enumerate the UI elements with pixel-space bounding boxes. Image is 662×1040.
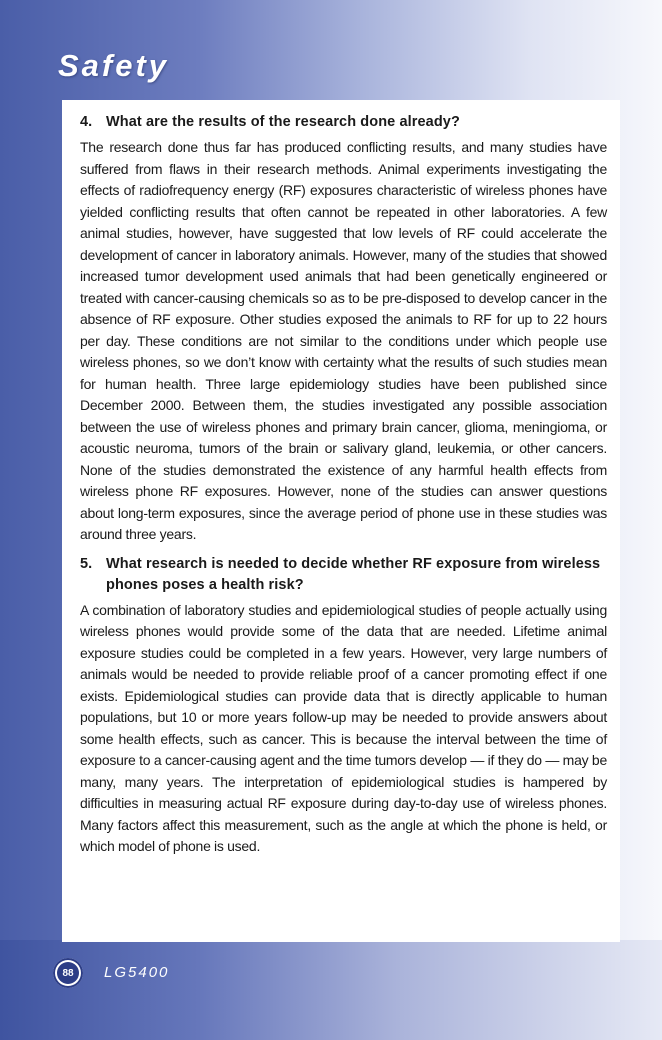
footer-band bbox=[0, 940, 662, 1040]
model-name: LG5400 bbox=[104, 964, 170, 981]
question-4-title: What are the results of the research done already? bbox=[106, 114, 460, 130]
answer-5-paragraph: A combination of laboratory studies and epidemiological studies of people actually using wireless phones would provide some of the data that are needed. Lifetime animal exposure studies could be completed in a few years. However, very large numbers of animals would be needed to provide reliable proof of a cancer promoting effect if one exists. Epidemiological studies can provide data that is directly applicable to human populations, but 10 or more years follow-up may be needed to provide answers about some health effects, such as cancer. This is because the interval between the time of exposure to a cancer-causing agent and the time tumors develop — if they do — may be many, many years. The interpretation of epidemiological studies is hampered by difficulties in measuring actual RF exposure during day-to-day use of wireless phones. Many factors affect this measurement, such as the angle at which the phone is held, or which model of phone is used. bbox=[80, 601, 607, 854]
page-number-badge bbox=[53, 958, 83, 988]
question-4-number: 4. bbox=[80, 114, 93, 130]
question-5-heading bbox=[80, 554, 607, 596]
question-5-number: 5. bbox=[80, 555, 93, 572]
page-number: 88 bbox=[57, 962, 79, 984]
content-panel bbox=[62, 100, 620, 942]
question-4-heading bbox=[80, 112, 607, 133]
section-title: Safety bbox=[58, 48, 170, 83]
answer-4-paragraph: The research done thus far has produced conflicting results, and many studies have suffered from flaws in their research methods. Animal experiments investigating the effects of radiofrequency energy (RF) exposures characteristic of wireless phones have yielded conflicting results that often cannot be repeated in other laboratories. A few animal studies, however, have suggested that low levels of RF could accelerate the development of cancer in laboratory animals. However, many of the studies that showed increased tumor development used animals that had been genetically engineered or treated with cancer-causing chemicals so as to be pre-disposed to develop cancer in the absence of RF exposure. Other studies exposed the animals to RF for up to 22 hours per day. These conditions are not similar to the conditions under which people use wireless phones, so we don’t know with certainty what the results of such studies mean for human health. Three large epidemiology studies have been published since December 2000. Between them, the studies investigated any possible association between the use of wireless phones and primary brain cancer, glioma, meningioma, or acoustic neuroma, tumors of the brain or salivary gland, leukemia, or other cancers. None of the studies demonstrated the existence of any harmful health effects from wireless phone RF exposures. However, none of the studies can answer questions about long-term exposures, since the average period of phone use in these studies was around three years. bbox=[80, 139, 607, 542]
question-5-title: What research is needed to decide whether RF exposure from wireless phones poses a health risk? bbox=[106, 555, 601, 593]
